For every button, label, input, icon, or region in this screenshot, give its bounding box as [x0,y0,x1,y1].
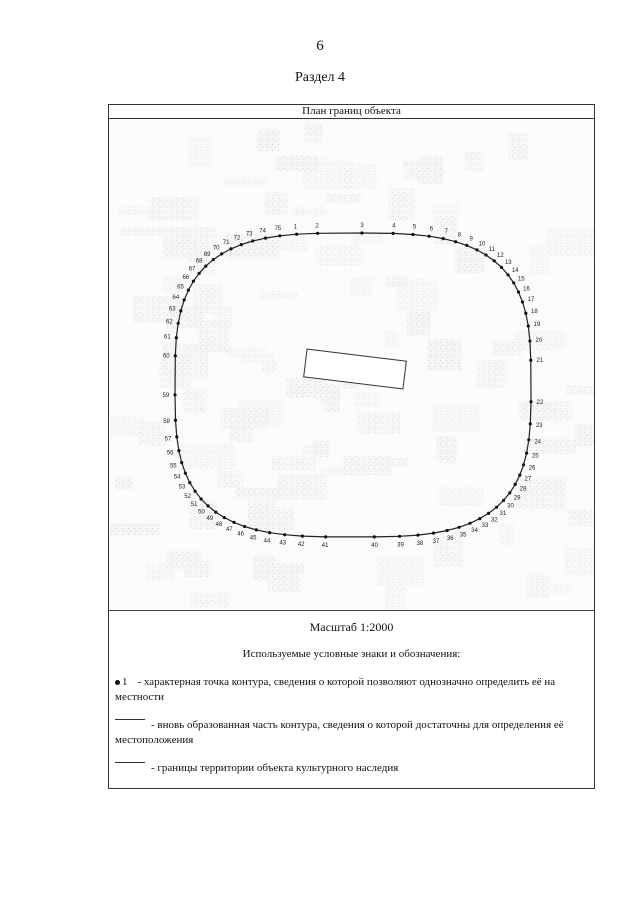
legend-row-new-part [115,718,589,748]
contour-point-label: 65 [177,284,184,291]
contour-point [175,435,178,438]
contour-point-label: 37 [432,538,440,545]
contour-point [251,239,254,242]
building-block [437,436,457,462]
new-part-line-icon [115,719,145,720]
contour-point-label: 24 [534,439,542,446]
contour-point-label: 48 [215,522,223,529]
contour-point [522,463,525,466]
building-block [456,247,486,273]
contour-point-label: 56 [166,450,174,457]
contour-point-label: 53 [178,484,186,491]
building-block [384,331,398,348]
building-block [189,592,230,607]
contour-point [278,234,281,237]
contour-point-label: 22 [536,400,544,406]
contour-point-label: 44 [263,538,271,545]
legend-new-part-text: - вновь образованная часть контура, сведения о которой достаточны для определения её местоположения [115,719,564,746]
contour-point-label: 27 [524,476,532,483]
building-block [278,239,307,251]
building-block [248,508,295,531]
building-block [321,467,346,475]
contour-point-label: 20 [535,337,543,344]
building-block [438,487,483,506]
contour-point [223,516,226,519]
contour-point [398,535,401,538]
contour-point [484,253,487,256]
contour-point [487,512,490,515]
contour-point [475,248,478,251]
contour-point-label: 7 [444,229,448,236]
building-block [432,204,460,215]
contour-point-label: 35 [459,532,467,539]
building-block [509,133,528,160]
contour-point-label: 47 [225,527,233,534]
contour-point [506,273,509,276]
building-block [524,439,576,455]
building-block [432,405,479,432]
contour-point-label: 51 [190,502,198,508]
building-block [264,193,287,215]
map-area [109,119,594,611]
contour-point [411,233,414,236]
building-block [386,276,407,287]
contour-point-label: 38 [416,540,424,547]
contour-point [495,506,498,509]
section-title: Раздел 4 [294,70,346,85]
legend-row-boundary [115,761,589,776]
building-block [163,344,209,378]
contour-point-label: 39 [397,542,404,549]
contour-point [493,259,496,262]
contour-point [525,452,528,455]
contour-point-label: 64 [172,294,180,301]
contour-point [295,233,298,236]
contour-point-label: 67 [188,266,196,273]
contour-point [428,235,431,238]
contour-point [465,244,468,247]
contour-point-label: 62 [166,319,173,326]
building-block [428,339,462,371]
contour-point [316,232,319,235]
contour-point-label: 49 [206,516,214,523]
contour-point [283,533,286,536]
contour-point-label: 34 [471,528,478,535]
legend-boundary-text: - границы территории объекта культурного наследия [151,762,399,774]
building-block [354,392,380,406]
contour-point [188,481,191,484]
contour-point [514,483,517,486]
building-block [262,361,277,372]
building-block [353,234,382,244]
contour-point-label: 42 [297,542,305,549]
contour-point [220,252,223,255]
contour-point-label: 52 [184,493,191,500]
contour-point [512,281,515,284]
building-block [493,340,524,356]
plan-title: План границ объекта [109,105,594,119]
contour-point [517,290,520,293]
contour-point-label: 72 [233,235,241,242]
contour-point-label: 26 [528,465,536,472]
contour-point-label: 16 [523,286,530,293]
building-block [316,246,364,266]
contour-point [454,240,457,243]
contour-point-label: 31 [499,510,507,517]
contour-point-label: 23 [535,422,543,429]
boundary-plan-frame [108,104,595,789]
contour-point-label: 57 [164,436,172,443]
building-block [407,309,431,336]
contour-point-label: 12 [497,253,504,260]
building-block [465,151,483,171]
contour-point-label: 30 [507,503,514,510]
contour-point [268,531,271,534]
contour-point [198,272,201,275]
building-block [327,194,363,203]
contour-point-label: 70 [212,245,220,252]
contour-point [392,232,395,235]
contour-point [416,534,419,537]
contour-point [243,525,246,528]
contour-point [180,461,183,464]
building-block [139,422,165,446]
contour-point [194,490,197,493]
contour-point [458,526,461,529]
building-block [173,227,217,252]
contour-point-label: 9 [469,236,473,243]
contour-point [177,322,180,325]
contour-point [173,393,176,396]
contour-point-label: 5 [412,224,417,231]
building-block [550,585,571,594]
building-block [546,229,594,258]
contour-point-label: 63 [168,306,176,313]
contour-point-label: 50 [198,509,205,516]
contour-point [184,472,187,475]
contour-point [214,511,217,514]
contour-point-label: 46 [237,531,244,538]
building-block [224,178,266,186]
contour-point [175,336,178,339]
contour-point [524,312,527,315]
contour-point [518,474,521,477]
building-block [181,444,235,469]
building-block [229,414,253,442]
legend-row-point [115,675,589,705]
contour-point-label: 15 [517,276,525,283]
building-block [349,278,373,297]
building-block [183,388,206,414]
building-block [374,458,408,467]
building-block [513,478,566,510]
contour-point-label: 2 [315,223,319,230]
point-symbol-number: 1 [122,676,128,688]
contour-point-label: 74 [259,228,266,235]
contour-point-label: 28 [519,486,527,493]
point-symbol-icon [115,680,120,685]
building-block [574,424,594,446]
contour-point [192,280,195,283]
building-block [568,510,594,527]
scale-label: Масштаб 1:2000 [309,620,394,634]
building-block [118,207,158,215]
contour-point-label: 75 [274,226,282,232]
contour-point-label: 6 [429,226,434,233]
contour-point-label: 59 [162,393,170,399]
contour-point [301,535,304,538]
contour-point [373,535,376,538]
contour-point [187,289,190,292]
contour-point [200,497,203,500]
building-block [214,306,232,325]
contour-point [179,309,182,312]
contour-point [255,528,258,531]
contour-point [521,300,524,303]
contour-point [527,324,530,327]
contour-point [528,339,531,342]
building-block [236,487,280,498]
building-block [188,137,211,167]
contour-point [360,231,363,234]
contour-point-label: 14 [511,268,519,274]
contour-point-label: 19 [533,322,541,329]
contour-point [529,400,532,403]
building-block [120,228,174,236]
contour-point [529,422,532,425]
contour-point-label: 43 [279,540,287,547]
contour-point [432,532,435,535]
contour-point-label: 17 [527,297,535,303]
contour-point [442,237,445,240]
contour-point [212,258,215,261]
building-block [218,471,243,488]
building-block [357,412,401,434]
page-number: 6 [316,38,324,54]
building-block [184,561,212,577]
contour-point [204,265,207,268]
contour-point [324,535,327,538]
contour-point-label: 58 [163,419,170,425]
contour-point-label: 33 [481,523,489,530]
contour-point-label: 41 [321,542,329,549]
contour-point [527,438,530,441]
building-block [271,457,315,470]
contour-point [478,517,481,520]
contour-point [508,491,511,494]
contour-point [232,521,235,524]
contour-point-label: 8 [457,232,462,239]
building-block [277,474,327,500]
building-block [377,558,425,586]
building-block [317,383,332,404]
contour-point [240,243,243,246]
building-block [312,441,330,457]
contour-point-label: 73 [245,231,253,238]
contour-point-label: 21 [536,357,544,364]
building-block [275,158,327,168]
contour-point-label: 69 [203,251,211,258]
contour-point-label: 25 [531,453,539,460]
contour-point-label: 71 [222,240,230,247]
contour-point-label: 29 [513,495,521,502]
legend-point-text: - характерная точка контура, сведения о которой позволяют однозначно определить её на местности [115,676,556,703]
building-block [255,562,285,577]
contour-point-label: 11 [488,246,495,253]
contour-point [529,359,532,362]
contour-point [206,504,209,507]
contour-point [174,354,177,357]
contour-point [446,529,449,532]
contour-point-label: 66 [182,274,190,281]
contour-point-label: 55 [169,463,177,470]
contour-point [174,419,177,422]
contour-point [502,499,505,502]
building-block [564,548,594,576]
contour-point [468,522,471,525]
contour-point-label: 61 [164,334,171,341]
building-block [110,523,159,535]
building-block [228,347,266,358]
building-block [526,574,549,598]
contour-point-label: 13 [504,260,512,267]
contour-point [177,449,180,452]
boundary-line-icon [115,762,145,763]
building-block [261,291,297,300]
building-block [389,188,415,221]
contour-point [500,266,503,269]
contour-point-label: 4 [392,223,396,230]
building-block [115,477,133,489]
legend-title: Используемые условные знаки и обозначения: [242,648,461,660]
contour-point [229,247,232,250]
contour-point-label: 68 [195,258,203,265]
contour-point-label: 18 [531,308,538,315]
contour-point-label: 45 [249,535,257,542]
contour-point-label: 40 [371,542,378,549]
contour-point [183,298,186,301]
building-block [340,164,378,189]
building-block [292,207,327,216]
contour-point-label: 54 [173,474,181,481]
boundary-map [109,119,594,610]
contour-point-label: 60 [162,353,170,360]
building-block [405,163,443,180]
building-block [530,246,549,275]
contour-point [264,237,267,240]
building-block [477,360,507,388]
building-block [257,129,279,151]
contour-point-label: 32 [491,517,498,524]
contour-point-label: 36 [446,536,454,542]
contour-point-label: 3 [360,223,364,229]
building-block [386,582,405,609]
building-block [519,401,573,421]
building-block [566,385,594,395]
contour-point-label: 1 [293,224,297,231]
building-block [304,123,322,143]
contour-point-label: 10 [478,241,486,248]
building-block [499,524,514,546]
building-block [287,562,305,574]
